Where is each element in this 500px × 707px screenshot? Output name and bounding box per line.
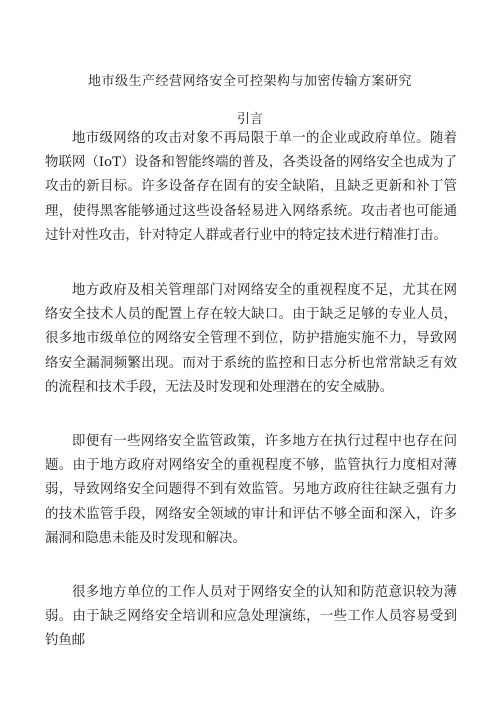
document-title: 地市级生产经营网络安全可控架构与加密传输方案研究: [87, 74, 412, 89]
paragraph: 即便有一些网络安全监管政策，许多地方在执行过程中也存在问题。由于地方政府对网络安全的重视程度不够，监管执行力度相对薄弱，导致网络安全问题得不到有效监管。另地方政府往往缺乏强有力的技术监管手段，网络安全领域的审计和评估不够全面和深入，许多漏洞和隐患未能及时发现和解决。: [45, 434, 457, 546]
paragraph: 很多地方单位的工作人员对于网络安全的认知和防范意识较为薄弱。由于缺乏网络安全培训和应急处理演练，一些工作人员容易受到钓鱼邮: [45, 585, 457, 649]
paragraph: 地方政府及相关管理部门对网络安全的重视程度不足，尤其在网络安全技术人员的配置上存在较大缺口。由于缺乏足够的专业人员，很多地市级单位的网络安全管理不到位，防护措施实施不力，导致网络安全漏洞频繁出现。而对于系统的监控和日志分析也常常缺乏有效的流程和技术手段，无法及时发现和处理潜在的安全威胁。: [45, 283, 457, 395]
section-heading: 引言: [236, 112, 263, 127]
paragraph: 地市级网络的攻击对象不再局限于单一的企业或政府单位。随着物联网（IoT）设备和智能终端的普及，各类设备的网络安全也成为了攻击的新目标。许多设备存在固有的安全缺陷，且缺乏更新和补丁管理，使得黑客能够通过这些设备轻易进入网络系统。攻击者也可能通过针对性攻击，针对特定人群或者行业中的特定技术进行精准打击。: [45, 131, 457, 243]
